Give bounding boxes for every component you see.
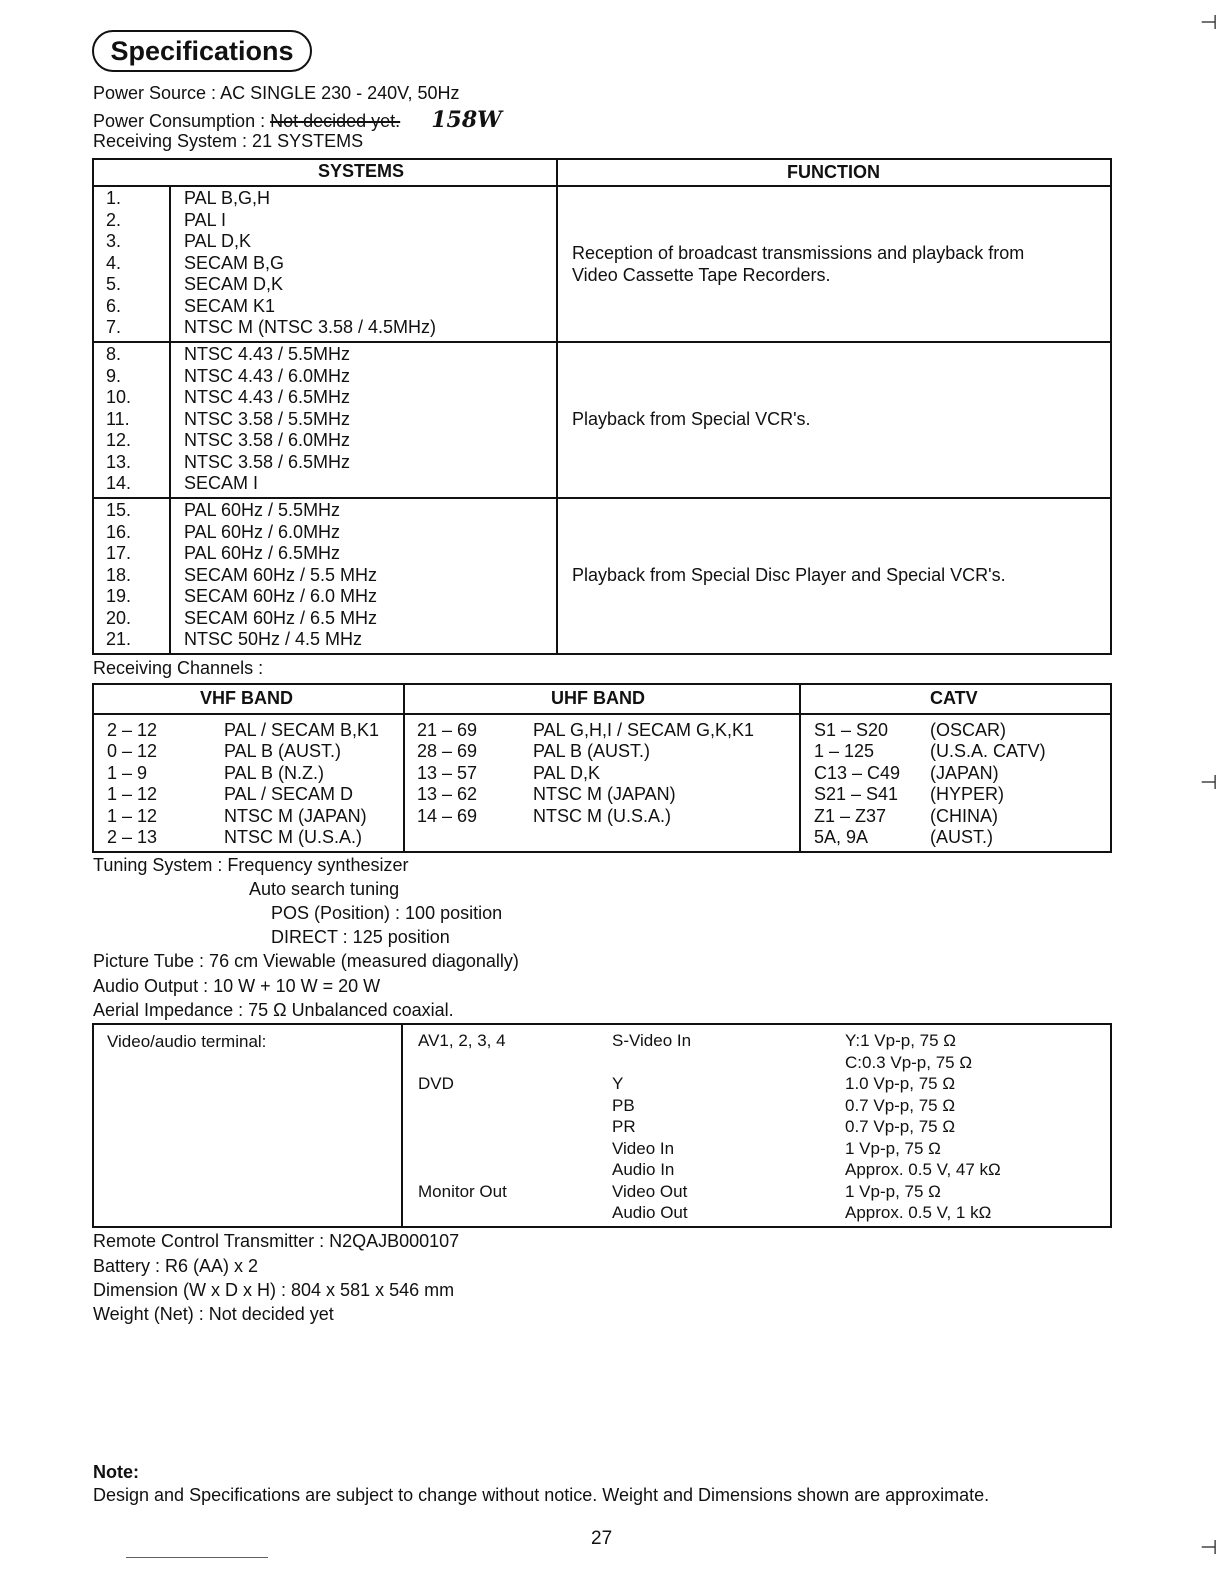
system-name: PAL B,G,H [184, 188, 271, 208]
system-number: 8. [106, 344, 122, 364]
uhf-range: 21 – 69 [417, 720, 478, 740]
catv-system: (CHINA) [930, 805, 998, 826]
aerial-impedance: Aerial Impedance : 75 Ω Unbalanced coaxial. [93, 1000, 454, 1020]
terminal-spec: Approx. 0.5 V, 47 kΩ [845, 1160, 1001, 1179]
catv-system: (JAPAN) [930, 762, 999, 783]
system-name: PAL 60Hz / 5.5MHz [184, 500, 341, 520]
system-name: PAL D,K [184, 231, 252, 251]
catv-range: Z1 – Z37 [814, 805, 887, 826]
function-text-1b: Video Cassette Tape Recorders. [572, 265, 831, 285]
power-consumption-struck: Not decided yet. [270, 111, 401, 131]
catv-system: (AUST.) [930, 827, 993, 847]
system-number: 1. [106, 188, 122, 208]
catv-range: 1 – 125 [814, 741, 875, 762]
system-number: 4. [106, 252, 122, 273]
receiving-system: Receiving System : 21 SYSTEMS [93, 131, 364, 151]
catv-header: CATV [930, 688, 978, 708]
terminal-signal: Audio Out [612, 1203, 688, 1222]
weight: Weight (Net) : Not decided yet [93, 1304, 334, 1324]
system-name: NTSC 3.58 / 6.0MHz [184, 430, 351, 450]
terminal-group: Monitor Out [418, 1181, 507, 1201]
function-text-2: Playback from Special VCR's. [572, 409, 811, 429]
system-name: SECAM 60Hz / 6.0 MHz [184, 586, 378, 606]
vhf-range: 0 – 12 [107, 741, 158, 762]
note-label: Note: [93, 1462, 139, 1482]
vhf-header: VHF BAND [200, 688, 293, 708]
power-consumption [93, 107, 502, 133]
vhf-range: 1 – 12 [107, 784, 158, 805]
catv-range: S1 – S20 [814, 720, 889, 740]
uhf-system: NTSC M (JAPAN) [533, 784, 676, 805]
uhf-range: 14 – 69 [417, 805, 478, 826]
terminal-spec: 1.0 Vp-p, 75 Ω [845, 1074, 956, 1093]
system-number: 19. [106, 586, 132, 606]
system-name: SECAM I [184, 473, 259, 493]
note-text: Design and Specifications are subject to change without notice. Weight and Dimensions shown are approximate. [93, 1485, 990, 1505]
catv-range: S21 – S41 [814, 784, 899, 805]
terminal-signal: PR [612, 1117, 636, 1136]
vhf-system: PAL / SECAM B,K1 [224, 720, 380, 740]
system-number: 17. [106, 543, 132, 563]
system-number: 3. [106, 231, 122, 251]
system-name: NTSC 4.43 / 6.5MHz [184, 387, 351, 407]
terminal-spec: C:0.3 Vp-p, 75 Ω [845, 1052, 973, 1072]
system-name: NTSC 3.58 / 6.5MHz [184, 451, 351, 472]
vhf-range: 1 – 9 [107, 762, 148, 783]
system-number: 2. [106, 209, 122, 230]
uhf-header: UHF BAND [551, 688, 645, 708]
remote-control: Remote Control Transmitter : N2QAJB000107 [93, 1231, 460, 1251]
system-name: NTSC 4.43 / 5.5MHz [184, 344, 351, 364]
tuning-pos: POS (Position) : 100 position [271, 903, 503, 923]
system-name: SECAM K1 [184, 295, 276, 316]
terminal-signal: PB [612, 1095, 635, 1115]
catv-system: (HYPER) [930, 784, 1005, 805]
power-consumption-label: Power Consumption : [93, 111, 266, 131]
page-title: Specifications [92, 30, 312, 72]
system-name: NTSC 50Hz / 4.5 MHz [184, 629, 363, 649]
terminal-spec: 1 Vp-p, 75 Ω [845, 1138, 941, 1158]
terminal-signal: Video In [612, 1138, 675, 1158]
system-name: NTSC M (NTSC 3.58 / 4.5MHz) [184, 317, 437, 337]
uhf-system: NTSC M (U.S.A.) [533, 805, 671, 826]
vhf-system: NTSC M (U.S.A.) [224, 827, 362, 847]
catv-range: 5A, 9A [814, 827, 869, 847]
terminal-group: DVD [418, 1074, 454, 1093]
audio-output: Audio Output : 10 W + 10 W = 20 W [93, 976, 381, 996]
systems-header: SYSTEMS [318, 161, 405, 181]
uhf-range: 13 – 62 [417, 784, 478, 805]
system-name: SECAM B,G [184, 252, 285, 273]
catv-system: (U.S.A. CATV) [930, 741, 1046, 762]
power-consumption-handwritten: 158W [431, 107, 502, 133]
system-number: 5. [106, 274, 122, 294]
power-source: Power Source : AC SINGLE 230 - 240V, 50Hz [93, 83, 460, 103]
uhf-range: 28 – 69 [417, 741, 478, 762]
catv-system: (OSCAR) [930, 720, 1006, 740]
system-name: PAL I [184, 209, 227, 230]
picture-tube: Picture Tube : 76 cm Viewable (measured diagonally) [93, 951, 519, 971]
terminal-label: Video/audio terminal: [107, 1032, 267, 1051]
system-name: SECAM 60Hz / 5.5 MHz [184, 564, 378, 585]
tuning-direct: DIRECT : 125 position [271, 927, 450, 947]
system-number: 13. [106, 451, 132, 472]
system-number: 21. [106, 629, 132, 649]
system-number: 10. [106, 387, 132, 407]
function-header: FUNCTION [787, 162, 880, 182]
uhf-system: PAL B (AUST.) [533, 741, 651, 762]
terminal-group: AV1, 2, 3, 4 [418, 1031, 506, 1050]
terminal-spec: Y:1 Vp-p, 75 Ω [845, 1031, 956, 1050]
terminal-spec: 1 Vp-p, 75 Ω [845, 1181, 941, 1201]
vhf-system: PAL B (AUST.) [224, 741, 342, 762]
vhf-system: NTSC M (JAPAN) [224, 805, 367, 826]
system-name: PAL 60Hz / 6.0MHz [184, 521, 341, 542]
system-number: 11. [106, 408, 130, 429]
margin-mark-top: ⊣ [1200, 12, 1218, 34]
vhf-range: 2 – 12 [107, 720, 158, 740]
vhf-system: PAL / SECAM D [224, 784, 354, 805]
terminal-spec: 0.7 Vp-p, 75 Ω [845, 1095, 956, 1115]
system-name: SECAM 60Hz / 6.5 MHz [184, 607, 378, 628]
function-text-1a: Reception of broadcast transmissions and playback from [572, 243, 1025, 263]
tuning-auto-search: Auto search tuning [249, 879, 400, 899]
catv-range: C13 – C49 [814, 762, 901, 783]
terminal-signal: Y [612, 1074, 624, 1093]
function-text-3: Playback from Special Disc Player and Special VCR's. [572, 565, 1006, 585]
uhf-range: 13 – 57 [417, 762, 478, 783]
terminal-signal: S-Video In [612, 1031, 692, 1050]
receiving-channels-label: Receiving Channels : [93, 658, 264, 678]
vhf-range: 2 – 13 [107, 827, 158, 847]
tuning-system: Tuning System : Frequency synthesizer [93, 855, 409, 875]
system-number: 20. [106, 607, 132, 628]
vhf-range: 1 – 12 [107, 805, 158, 826]
system-number: 15. [106, 500, 132, 520]
terminal-signal: Video Out [612, 1181, 688, 1201]
page-number: 27 [591, 1528, 613, 1549]
uhf-system: PAL G,H,I / SECAM G,K,K1 [533, 720, 755, 740]
margin-mark-bottom: ⊣ [1200, 1537, 1218, 1559]
system-number: 16. [106, 521, 132, 542]
system-number: 14. [106, 473, 132, 493]
system-number: 12. [106, 430, 132, 450]
uhf-system: PAL D,K [533, 762, 601, 783]
terminal-spec: 0.7 Vp-p, 75 Ω [845, 1117, 956, 1136]
system-name: NTSC 4.43 / 6.0MHz [184, 365, 351, 386]
system-name: PAL 60Hz / 6.5MHz [184, 543, 341, 563]
footer-rule [126, 1557, 268, 1558]
battery: Battery : R6 (AA) x 2 [93, 1256, 259, 1276]
system-name: SECAM D,K [184, 274, 284, 294]
dimension: Dimension (W x D x H) : 804 x 581 x 546 mm [93, 1280, 455, 1300]
margin-mark-mid: ⊣ [1200, 772, 1218, 794]
vhf-system: PAL B (N.Z.) [224, 762, 325, 783]
system-name: NTSC 3.58 / 5.5MHz [184, 408, 351, 429]
system-number: 18. [106, 564, 132, 585]
terminal-spec: Approx. 0.5 V, 1 kΩ [845, 1203, 992, 1222]
system-number: 9. [106, 365, 122, 386]
terminal-signal: Audio In [612, 1160, 675, 1179]
system-number: 7. [106, 317, 122, 337]
system-number: 6. [106, 295, 122, 316]
